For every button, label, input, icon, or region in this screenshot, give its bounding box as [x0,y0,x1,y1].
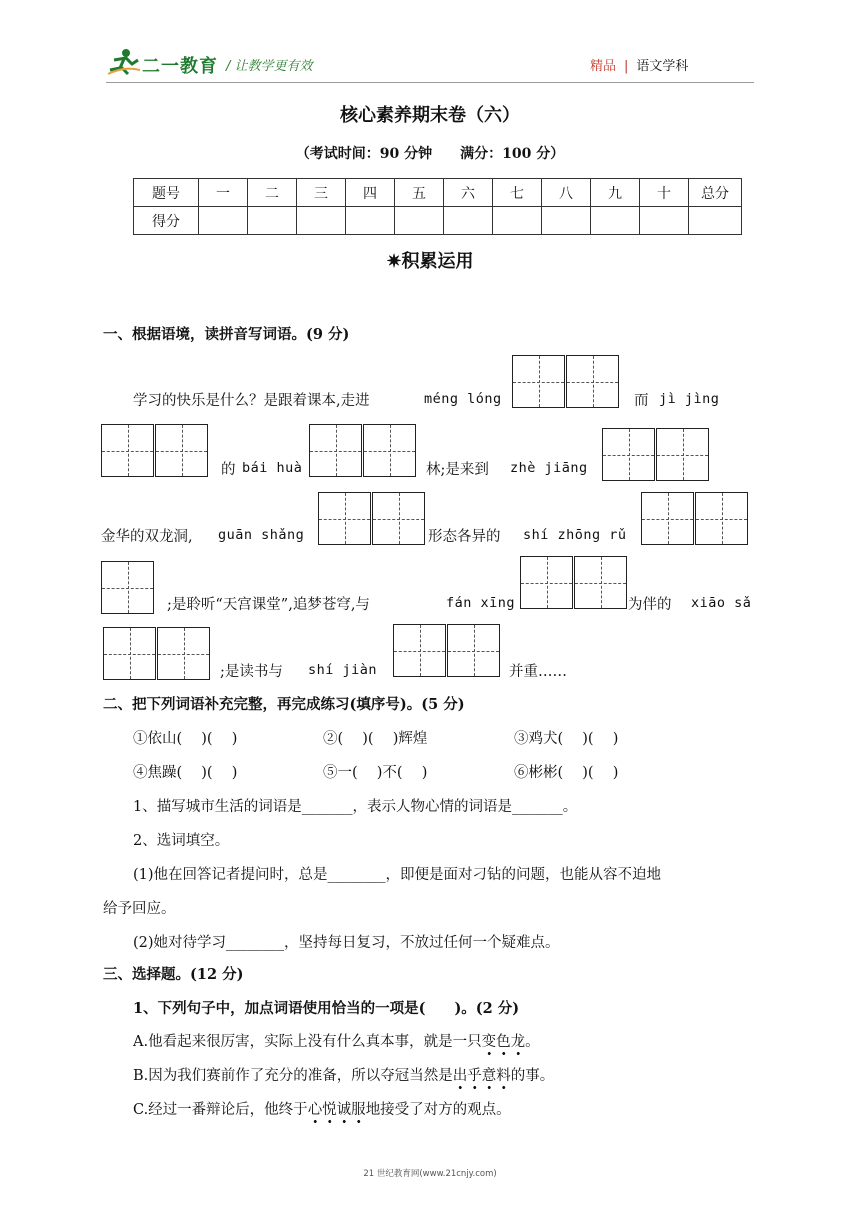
col-header: 七 [493,179,542,207]
writing-box[interactable] [318,492,371,545]
full-score: 满分：100 分） [460,146,565,162]
writing-box[interactable] [101,561,154,614]
pinyin: shí jiàn [308,662,378,678]
footer: 21 世纪教育网(www.21cnjy.com) [363,1169,497,1179]
writing-box[interactable] [372,492,425,545]
option-text: A.他看起来很厉害，实际上没有什么真本事，就是一只 [133,1034,482,1050]
option-text: B.因为我们赛前作了充分的准备，所以夺冠当然是 [133,1068,453,1084]
option-text: C.经过一番辩论后，他终于 [133,1102,308,1118]
score-cell[interactable] [591,207,640,235]
score-cell[interactable] [395,207,444,235]
q1-text: 林;是来到 [426,462,489,478]
word-item: ⑤一( )不( ) [323,765,428,781]
col-header: 一 [199,179,248,207]
pinyin: fán xīng [446,595,516,611]
q2-fill: (1)他在回答记者提问时，总是________，即便是面对刁钻的问题，也能从容不迫地 [133,867,662,883]
score-cell[interactable] [248,207,297,235]
q3-subquestion: 1、下列句子中，加点词语使用恰当的一项是( )。(2 分) [133,1000,520,1017]
logo-text: 二一教育 [142,56,218,77]
pinyin: jì jìng [659,391,720,407]
writing-box[interactable] [520,556,573,609]
pinyin: bái huà [242,460,303,476]
exam-info [0,143,860,163]
q2-task: 1、描写城市生活的词语是_______，表示人物心情的词语是_______。 [133,799,578,815]
col-header: 五 [395,179,444,207]
writing-box[interactable] [566,355,619,408]
writing-box[interactable] [656,428,709,481]
logo-runner-icon [106,48,140,76]
col-header: 十 [640,179,689,207]
quality-tag: 精品 [590,59,617,74]
writing-box[interactable] [447,624,500,677]
score-table [133,178,742,235]
score-table-header-row [134,179,742,207]
writing-box[interactable] [101,424,154,477]
option-text: 。 [525,1034,540,1050]
writing-box[interactable] [157,627,210,680]
header-tags: 精品 | 语文学科 [590,59,689,74]
q1-text: 金华的双龙洞, [101,529,193,545]
writing-box[interactable] [512,355,565,408]
subject-tag: 语文学科 [636,59,689,74]
row-label: 得分 [134,207,199,235]
row-label: 题号 [134,179,199,207]
q1-text: ;是读书与 [220,664,283,680]
q1-text: 而 [634,393,649,409]
col-header: 四 [346,179,395,207]
pinyin: guān shǎng [218,527,305,543]
score-cell[interactable] [493,207,542,235]
score-cell[interactable] [199,207,248,235]
col-header: 九 [591,179,640,207]
word-item: ①依山( )( ) [133,731,238,747]
col-header: 八 [542,179,591,207]
writing-box[interactable] [363,424,416,477]
writing-box[interactable] [155,424,208,477]
header-divider [106,82,754,83]
col-header: 三 [297,179,346,207]
pinyin: méng lóng [424,391,502,407]
q1-heading: 一、根据语境，读拼音写词语。(9 分) [103,326,350,343]
q3-heading: 三、选择题。(12 分) [103,966,244,983]
dotted-word: 变色龙 [482,1034,526,1056]
score-cell[interactable] [444,207,493,235]
option-c[interactable] [133,1098,511,1119]
q1-text: 并重…… [509,664,567,680]
slogan: / 让教学更有效 [226,59,313,74]
col-header: 六 [444,179,493,207]
score-cell[interactable] [640,207,689,235]
q2-heading: 二、把下列词语补充完整，再完成练习(填序号)。(5 分) [103,696,465,713]
col-header: 二 [248,179,297,207]
word-item: ③鸡犬( )( ) [514,731,619,747]
q1-text: 形态各异的 [428,529,501,545]
option-text: 的事。 [510,1068,555,1084]
score-cell[interactable] [297,207,346,235]
exam-time: （考试时间：90 分钟 [295,146,433,162]
q1-text: 为伴的 [628,597,672,613]
score-cell[interactable] [346,207,395,235]
writing-box[interactable] [641,492,694,545]
word-item: ②( )( )辉煌 [323,731,428,747]
pinyin: xiāo sǎ [691,595,752,611]
q2-fill: 给予回应。 [103,901,176,917]
option-text: 地接受了对方的观点。 [365,1102,511,1118]
score-table-score-row [134,207,742,235]
writing-box[interactable] [393,624,446,677]
score-cell[interactable] [689,207,742,235]
exam-title: 核心素养期末卷（六） [340,105,520,126]
writing-box[interactable] [103,627,156,680]
writing-box[interactable] [695,492,748,545]
score-cell[interactable] [542,207,591,235]
dotted-word: 心悦诚服 [308,1102,366,1124]
word-item: ④焦躁( )( ) [133,765,238,781]
q1-text: 学习的快乐是什么？是跟着课本,走进 [133,393,370,409]
q2-fill: (2)她对待学习________，坚持每日复习，不放过任何一个疑难点。 [133,935,560,951]
section-title: ✷积累运用 [386,251,474,272]
dotted-word: 出乎意料 [453,1068,511,1090]
writing-box[interactable] [574,556,627,609]
writing-box[interactable] [309,424,362,477]
q1-text: ;是聆听“天宫课堂”,追梦苍穹,与 [167,597,370,613]
option-a[interactable] [133,1030,540,1051]
q1-text: 的 [221,462,236,478]
pinyin: shí zhōng rǔ [523,527,627,543]
total-header: 总分 [689,179,742,207]
word-item: ⑥彬彬( )( ) [514,765,619,781]
option-b[interactable] [133,1064,554,1085]
q2-task: 2、选词填空。 [133,833,230,849]
pinyin: zhè jiāng [510,460,588,476]
writing-box[interactable] [602,428,655,481]
